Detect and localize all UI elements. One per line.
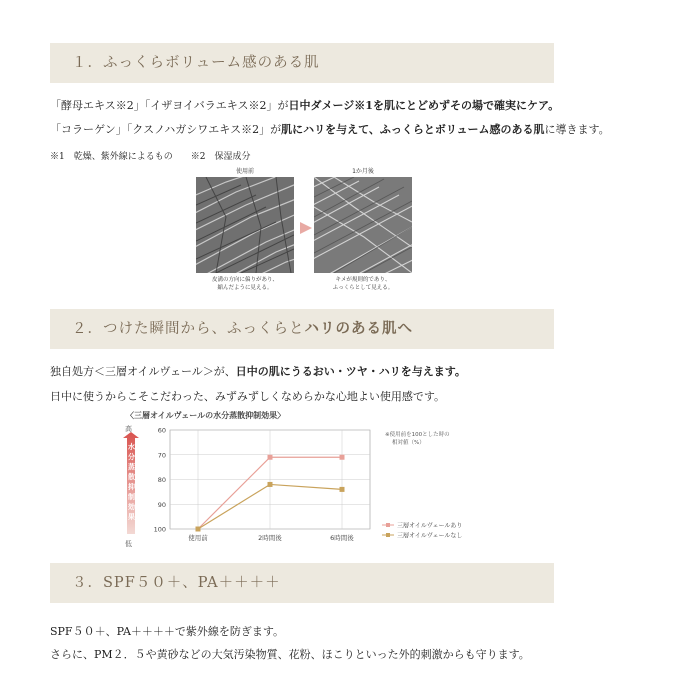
y-axis-label-char: 抑 [128, 483, 135, 491]
y-tick-label: 100 [153, 525, 166, 534]
x-tick-label: 6時間後 [330, 534, 354, 542]
moisture-chart [120, 408, 480, 553]
y-tick-label: 60 [157, 426, 166, 435]
section1-line2-emphasis: 肌にハリを与えて、ふっくらとボリューム感のある肌 [281, 123, 545, 136]
y-axis-label-char: 制 [128, 493, 135, 501]
section2-line1-emphasis: 日中の肌にうるおい・ツヤ・ハリを与えます。 [235, 365, 466, 378]
section3-line1: SPF５０＋、PA＋＋＋＋で紫外線を防ぎます。 [50, 625, 285, 638]
section2-line1-intro: 独自処方＜三層オイルヴェール＞が、 [50, 365, 236, 378]
section2-title-part2: ハリのある肌へ [304, 320, 413, 337]
chart-legend [382, 522, 462, 540]
section3-title: ３．SPF５０＋、PA＋＋＋＋ [72, 575, 281, 591]
y-bottom-label: 低 [125, 540, 132, 548]
data-point [268, 455, 273, 460]
section1-header [50, 43, 554, 83]
section2-line2: 日中に使うからこそこだわった、みずみずしくなめらかな心地よい使用感です。 [50, 390, 446, 403]
section2-header [50, 309, 554, 349]
y-axis-label-char: 分 [128, 453, 135, 461]
chart-grid [154, 427, 370, 543]
after-skin-photo [314, 177, 412, 273]
y-tick-label: 90 [157, 500, 166, 509]
section1-line1-ingredients: 「酵母エキス※2」「イザヨイバラエキス※2」が [50, 99, 289, 112]
y-axis-label-char: 蒸 [128, 463, 135, 471]
before-photo-label: 使用前 [235, 168, 254, 175]
before-photo-caption [196, 276, 294, 292]
section2-line1 [50, 363, 466, 379]
before-photo-panel [196, 165, 294, 295]
y-tick-label: 80 [157, 476, 166, 484]
chart-note-line1: ※使用前を100とした時の [385, 432, 450, 438]
data-point [340, 455, 345, 460]
after-photo-label: 1か月後 [352, 168, 374, 175]
before-caption-line1: 皮溝の方向に偏りがあり、 [211, 277, 278, 283]
before-caption-line2: 縮んだように見える。 [217, 285, 273, 291]
legend-label: 三層オイルヴェールなし [397, 532, 463, 540]
y-axis-label-char: 水 [128, 443, 135, 451]
legend-label: 三層オイルヴェールあり [397, 522, 463, 530]
before-skin-photo [196, 177, 294, 273]
legend-marker [386, 533, 390, 537]
legend-marker [386, 523, 390, 527]
section2-title [72, 309, 413, 349]
section3-header [50, 563, 554, 603]
section1-footnotes: ※1 乾燥、紫外線によるもの ※2 保湿成分 [50, 152, 251, 162]
section1-line1-emphasis: 日中ダメージ※1を肌にとどめずその場で確実にケア。 [288, 99, 560, 112]
after-caption-line1: キメが規則的であり、 [335, 277, 391, 283]
arrow-right-icon [298, 220, 314, 236]
section2-title-part1: ２．つけた瞬間から、ふっくらと [72, 321, 305, 337]
section1-line2 [50, 121, 610, 137]
section1-line2-end: に導きます。 [544, 123, 610, 136]
after-photo-panel [314, 165, 412, 295]
y-axis-label-char: 散 [128, 473, 135, 481]
data-point [268, 482, 273, 487]
chart-note-line2: 相対値（%） [392, 440, 425, 446]
section1-title: １．ふっくらボリューム感のある肌 [72, 55, 320, 71]
y-axis-label-char: 果 [128, 513, 135, 521]
after-caption-line2: ふっくらとして見える。 [332, 285, 394, 291]
section1-line2-ingredients: 「コラーゲン」「クスノハガシワエキス※2」が [50, 123, 282, 136]
section3-line2: さらに、PM２．５や黄砂などの大気汚染物質、花粉、ほこりといった外的刺激からも守ります。 [50, 648, 530, 661]
data-point [340, 487, 345, 492]
chart-y-arrow [123, 424, 139, 548]
chart-title: 〈三層オイルヴェールの水分蒸散抑制効果〉 [126, 411, 286, 420]
after-photo-caption [314, 276, 412, 292]
y-tick-label: 70 [157, 451, 166, 460]
section1-line1 [50, 97, 559, 113]
data-point [196, 527, 201, 532]
x-tick-label: 2時間後 [258, 534, 282, 542]
y-axis-label-char: 効 [128, 503, 135, 511]
y-top-label: 高 [125, 425, 132, 433]
x-tick-label: 使用前 [188, 534, 208, 542]
